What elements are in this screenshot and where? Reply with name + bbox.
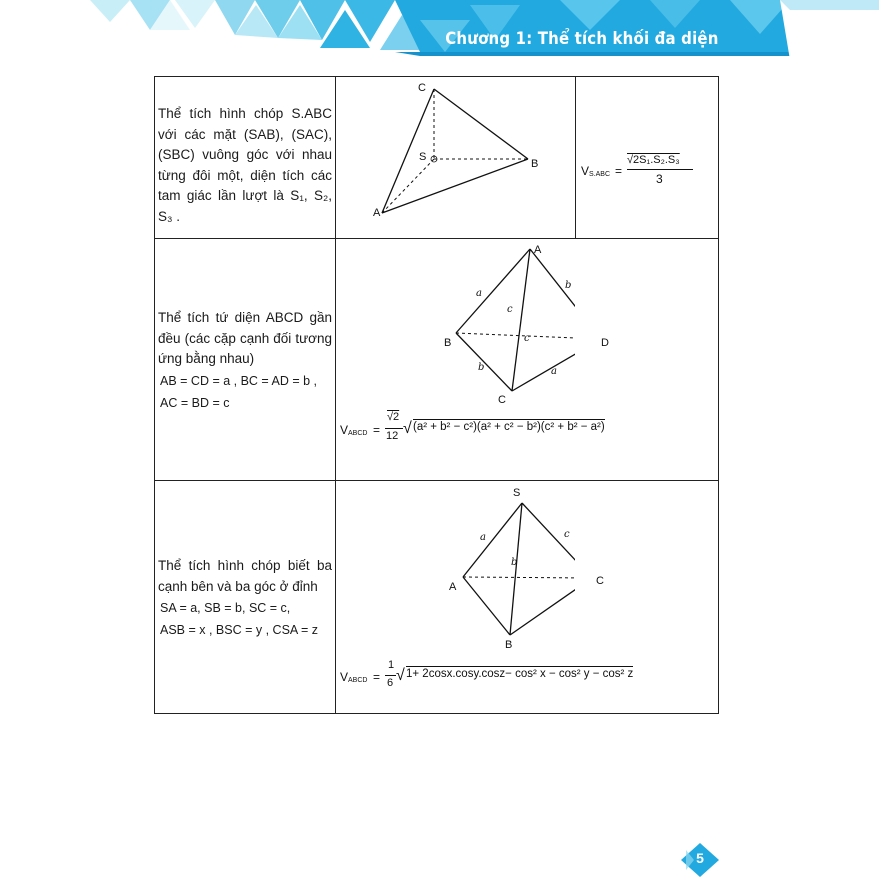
row3-label-b: B	[505, 639, 513, 651]
row2-edge-ad: b	[565, 280, 572, 291]
row3-description: Thể tích hình chóp biết ba cạnh bên và ba góc ở đỉnh	[158, 558, 332, 594]
row3-edge-sb: b	[511, 557, 518, 568]
row1-label-a: A	[373, 207, 381, 219]
row3-label-s: S	[513, 487, 521, 499]
formula-table: Thể tích hình chóp S.ABC với các mặt (SAB), (SAC), (SBC) vuông góc với nhau từng đôi một, diện tích các tam giác lần lượt là S₁, S₂, S₃ . C S B A V S.ABC = √2S₁.S₂.S₃ 3 Thể tích tứ diện ABCD gần đều (các cặp cạnh đối tương ứng bằng nhau) AB = CD = a , BC = AD = b , AC = BD = c A B D C a b c c b a V ABCD = √2 12 √ (a² + b² − c²)(a² + c² − b²)(c² + b² − a²) Thể tích hình chóp biết ba cạnh bên và ba góc ở đỉnh SA = a, SB = b, SC = c, ASB = x , BSC = y , CSA = z S A C B a c b V ABCD = 1 6 √ 1+ 2cosx.cosy.cosz− cos² x − cos² y − cos² z	[154, 76, 719, 714]
row3-edge-sc: c	[564, 529, 570, 540]
row2-figure	[336, 239, 575, 409]
row1-description: Thể tích hình chóp S.ABC với các mặt (SAB), (SAC), (SBC) vuông góc với nhau từng đôi một, diện tích các tam giác lần lượt là S₁, S₂, S₃ .	[158, 106, 332, 224]
page-number: 5	[696, 850, 704, 866]
row3-figure	[336, 481, 575, 651]
row3-label-a: A	[449, 581, 457, 593]
row2-edge-ac: c	[507, 304, 513, 315]
row3-side-edges: SA = a, SB = b, SC = c,	[160, 601, 291, 615]
row3-label-c: C	[596, 575, 604, 587]
row2-label-c: C	[498, 394, 506, 406]
row2-edge-cd: a	[551, 366, 557, 377]
row3-apex-angles: ASB = x , BSC = y , CSA = z	[160, 623, 319, 637]
row1-label-c: C	[418, 82, 426, 94]
header-banner	[0, 0, 879, 60]
row1-label-b: B	[531, 158, 539, 170]
row2-equal-edges-1: AB = CD = a , BC = AD = b ,	[160, 374, 318, 388]
row2-edge-bd: c	[524, 333, 530, 344]
row2-edge-bc: b	[478, 362, 485, 373]
row1-figure	[336, 77, 575, 237]
row1-label-s: S	[419, 151, 427, 163]
row3-edge-sa: a	[480, 532, 486, 543]
row2-equal-edges-2: AC = BD = c	[160, 396, 230, 410]
row2-description: Thể tích tứ diện ABCD gần đều (các cặp cạnh đối tương ứng bằng nhau)	[158, 310, 332, 366]
row2-label-b: B	[444, 337, 452, 349]
row2-edge-ab: a	[476, 288, 482, 299]
chapter-title: Chương 1: Thể tích khối đa diện	[445, 29, 719, 49]
row2-label-a: A	[534, 244, 542, 256]
row2-label-d: D	[601, 337, 609, 349]
